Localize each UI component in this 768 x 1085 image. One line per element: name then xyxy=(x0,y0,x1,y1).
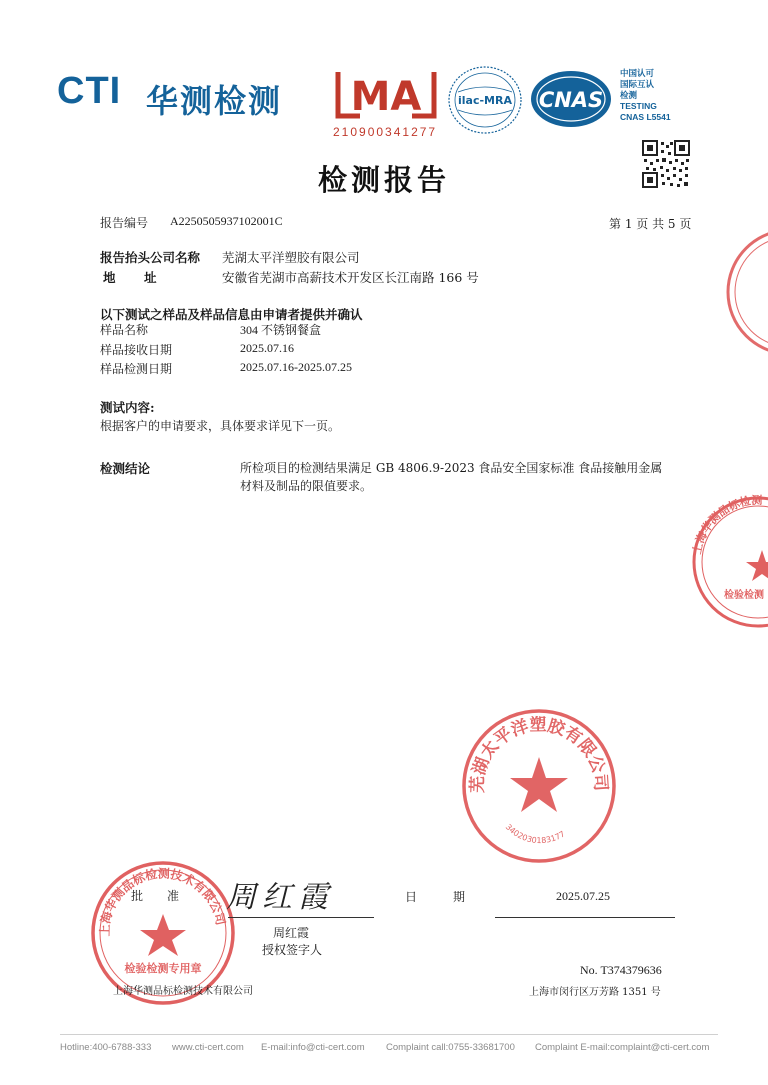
date-value: 2025.07.25 xyxy=(556,889,610,903)
cti-logo: CTI xyxy=(57,70,122,112)
ilac-logo-text: ilac-MRA xyxy=(458,94,512,107)
address-value: 安徽省芜湖市高薪技术开发区长江南路 166 号 xyxy=(222,270,479,285)
date-label: 日 期 xyxy=(405,890,478,904)
lab-seal-text: 上海华测品标检测技术有限公司 xyxy=(97,866,228,937)
report-number-value: A2250505937102001C xyxy=(170,214,283,228)
cma-number: 210900341277 xyxy=(333,125,438,139)
cma-logo-text: MA xyxy=(350,74,422,120)
sample-received-label: 样品接收日期 xyxy=(100,343,173,357)
footer-complaint-email[interactable]: Complaint E-mail:complaint@cti-cert.com xyxy=(535,1042,710,1053)
signer-title: 授权签字人 xyxy=(262,943,323,957)
document-number: No. T374379636 xyxy=(580,963,662,977)
sample-test-date-value: 2025.07.16-2025.07.25 xyxy=(240,360,352,374)
cma-logo-icon xyxy=(330,66,442,126)
company-value: 芜湖太平洋塑胶有限公司 xyxy=(222,250,360,265)
test-content-heading: 测试内容: xyxy=(100,400,155,415)
footer-website[interactable]: www.cti-cert.com xyxy=(172,1042,244,1053)
cti-company-name: 华测检测 xyxy=(146,83,283,119)
sample-info-heading: 以下测试之样品及样品信息由申请者提供并确认 xyxy=(100,307,363,322)
approve-label: 批 准 xyxy=(131,889,186,903)
date-line xyxy=(495,917,675,918)
signer-name: 周红霞 xyxy=(273,926,310,940)
lab-seal-bottom-text: 检验检测专用章 xyxy=(124,962,202,975)
svg-text:上海华测品标检测 xyxy=(689,493,762,555)
sample-test-date-label: 样品检测日期 xyxy=(100,362,173,376)
footer-hotline: Hotline:400-6788-333 xyxy=(60,1042,152,1053)
cnas-accreditation-info xyxy=(620,68,671,123)
footer-email[interactable]: E-mail:info@cti-cert.com xyxy=(261,1042,365,1053)
conclusion-label: 检测结论 xyxy=(100,461,151,476)
cnas-info-line: 国际互认 xyxy=(620,79,655,89)
cnas-info-line: CNAS L5541 xyxy=(620,112,671,122)
edge-seal-bottom-text: 检验检测 xyxy=(724,590,764,601)
conclusion-line-1: 所检项目的检测结果满足 GB 4806.9-2023 食品安全国家标准 食品接触用金属 xyxy=(240,461,663,475)
page-info: 第 1 页 共 5 页 xyxy=(609,217,692,231)
cnas-info-line: 检测 xyxy=(620,90,638,100)
ilac-mra-logo-icon xyxy=(446,64,524,136)
sample-name-value: 304 不锈钢餐盒 xyxy=(240,323,322,337)
cnas-info-line: 中国认可 xyxy=(620,68,655,78)
edge-seal-text: 上海华测品标检测 xyxy=(690,493,763,556)
cnas-info-line: TESTING xyxy=(620,101,657,111)
test-content-text: 根据客户的申请要求，具体要求详见下一页。 xyxy=(100,419,341,433)
report-number-label: 报告编号 xyxy=(100,216,149,230)
document-title: 检测报告 xyxy=(317,163,450,197)
svg-text:3402030183177 xyxy=(504,822,567,845)
company-label: 报告抬头公司名称 xyxy=(100,250,201,265)
company-seal-number: 3402030183177 xyxy=(503,822,567,846)
handwritten-signature: 周红霞 xyxy=(226,880,334,915)
signature-line xyxy=(228,917,374,918)
issuer-company: 上海华测品标检测技术有限公司 xyxy=(113,986,253,997)
issuer-address: 上海市闵行区万芳路 1351 号 xyxy=(529,987,661,998)
edge-seal-top-icon xyxy=(720,225,768,360)
sample-received-value: 2025.07.16 xyxy=(240,341,294,355)
cnas-logo-text: CNAS xyxy=(538,88,604,112)
footer-complaint-call: Complaint call:0755-33681700 xyxy=(386,1042,515,1053)
company-seal-text: 芜湖太平洋塑胶有限公司 xyxy=(467,715,611,794)
sample-name-label: 样品名称 xyxy=(100,323,149,337)
address-label: 地 址 xyxy=(103,270,165,285)
footer-divider xyxy=(60,1034,718,1035)
cnas-logo-icon xyxy=(528,68,614,130)
conclusion-line-2: 材料及制品的限值要求。 xyxy=(240,479,373,493)
edge-seal-right xyxy=(686,492,768,632)
company-seal xyxy=(458,705,620,867)
